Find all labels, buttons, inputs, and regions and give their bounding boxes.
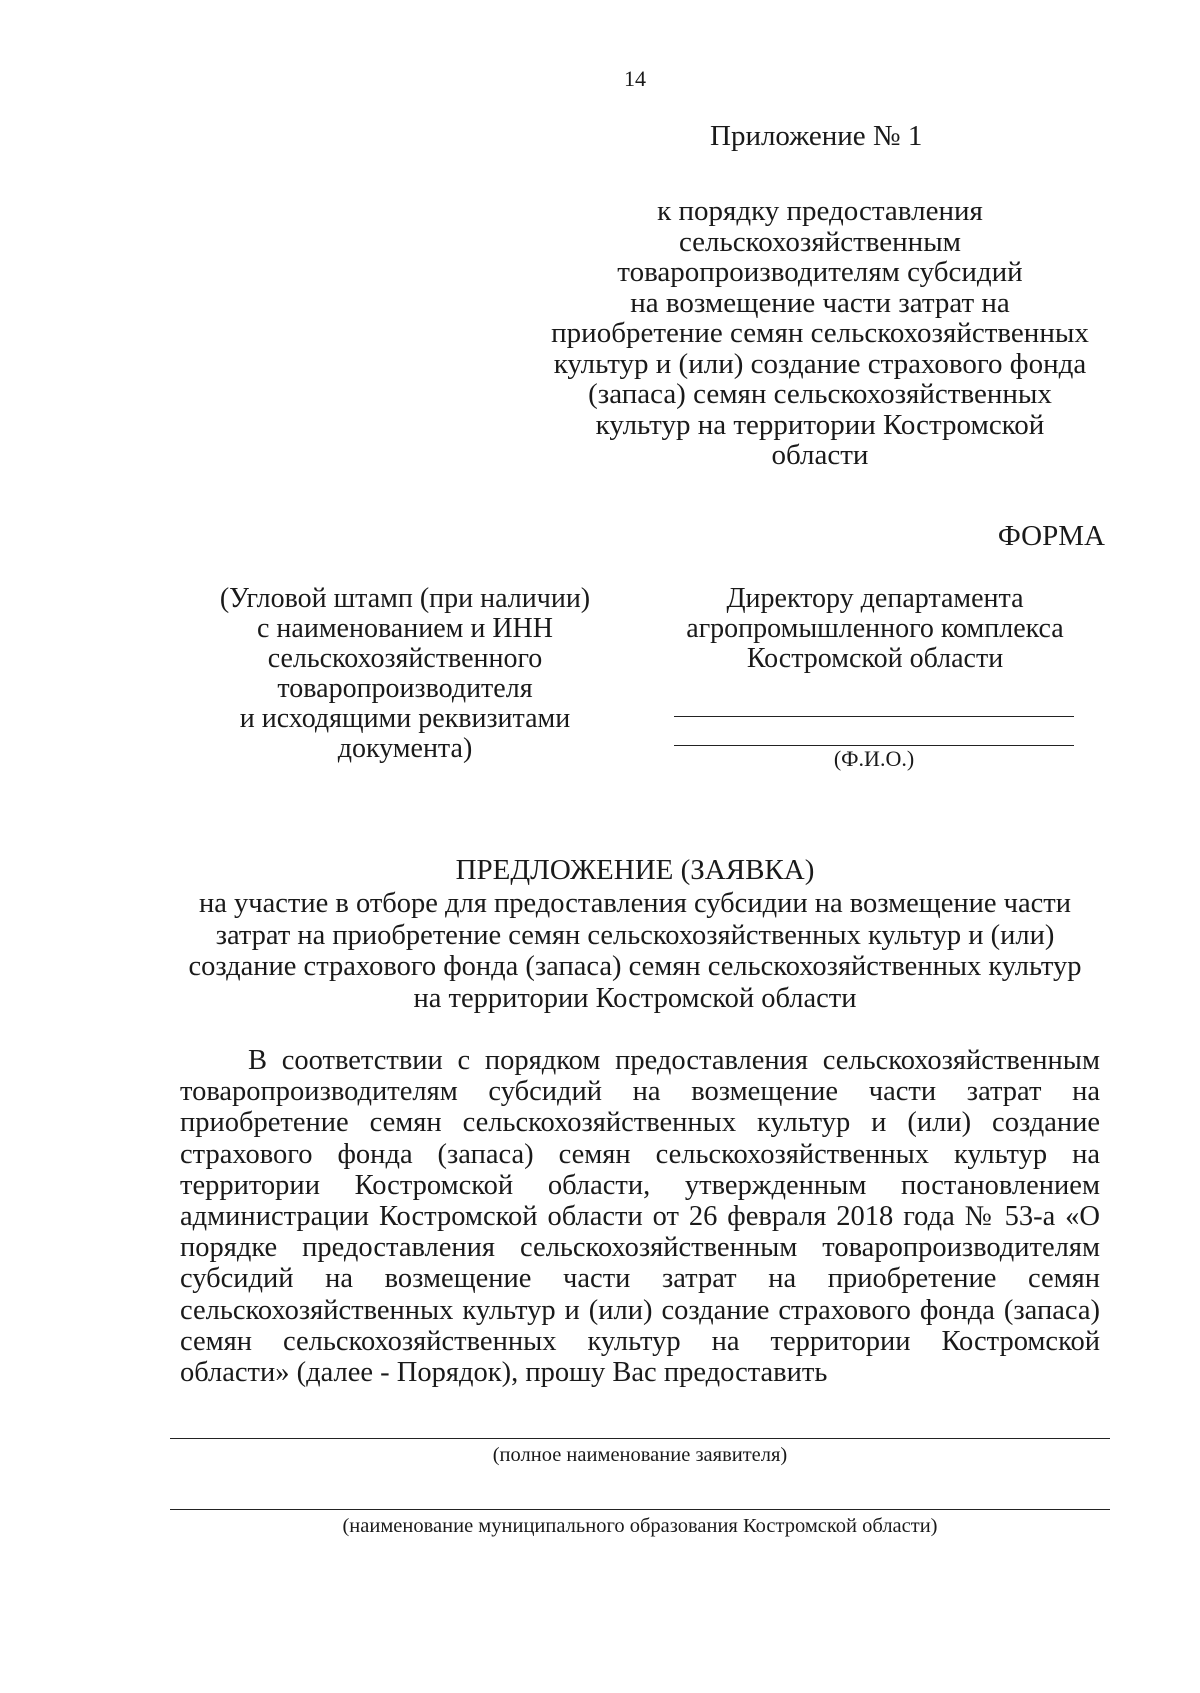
addressee-line: агропромышленного комплекса (686, 613, 1064, 644)
body-line: порядке предоставления сельскохозяйственным товаропроизводителям (180, 1232, 1100, 1264)
document-title: ПРЕДЛОЖЕНИЕ (ЗАЯВКА) (455, 854, 815, 886)
appendix-description (540, 196, 1100, 471)
appendix-line: (запаса) семян сельскохозяйственных (588, 378, 1052, 410)
subtitle-line: затрат на приобретение семян сельскохозяйственных культур и (или) (215, 919, 1055, 951)
municipality-caption: (наименование муниципального образования Костромской области) (342, 1515, 938, 1537)
appendix-line: к порядку предоставления (657, 195, 983, 227)
body-line: субсидий на возмещение части затрат на приобретение семян (180, 1263, 1100, 1295)
body-paragraph (180, 1045, 1100, 1388)
stamp-line: (Угловой штамп (при наличии) (219, 583, 591, 614)
subtitle-line: на территории Костромской области (413, 982, 857, 1014)
appendix-line: товаропроизводителям субсидий (617, 256, 1023, 288)
corner-stamp-placeholder (190, 584, 620, 764)
subtitle-line: на участие в отборе для предоставления субсидии на возмещение части (198, 888, 1072, 919)
addressee-block (660, 584, 1090, 674)
body-line: администрации Костромской области от 26 февраля 2018 года № 53-а «О (180, 1200, 1100, 1232)
body-line: семян сельскохозяйственных культур на территории Костромской (180, 1325, 1100, 1357)
addressee-line: Костромской области (746, 643, 1004, 674)
body-line: товаропроизводителям субсидий на возмещение части затрат на (180, 1076, 1100, 1108)
stamp-line: и исходящими реквизитами (239, 703, 571, 734)
form-label: ФОРМА (997, 520, 1105, 552)
appendix-line: культур и (или) создание страхового фонда (553, 347, 1087, 380)
addressee-fill-line (674, 716, 1074, 717)
fio-caption: (Ф.И.О.) (833, 746, 915, 771)
appendix-line: области (771, 439, 869, 471)
municipality-fill-line (170, 1509, 1110, 1510)
stamp-line: документа) (337, 733, 473, 764)
body-line: территории Костромской области, утвержденным постановлением (180, 1169, 1100, 1201)
appendix-line: культур на территории Костромской (595, 408, 1045, 441)
page-number: 14 (624, 66, 646, 91)
addressee-line: Директору департамента (726, 583, 1024, 614)
document-subtitle (150, 888, 1120, 1014)
applicant-name-caption: (полное наименование заявителя) (492, 1444, 788, 1466)
applicant-name-fill-line (170, 1438, 1110, 1439)
stamp-line: сельскохозяйственного (267, 643, 543, 674)
body-line: области» (далее - Порядок), прошу Вас предоставить (180, 1356, 828, 1388)
appendix-title: Приложение № 1 (710, 120, 923, 152)
body-line: приобретение семян сельскохозяйственных культур и (или) создание (180, 1107, 1100, 1139)
stamp-line: товаропроизводителя (277, 673, 533, 704)
appendix-line: на возмещение части затрат на (630, 286, 1010, 319)
appendix-line: приобретение семян сельскохозяйственных (551, 317, 1089, 349)
appendix-line: сельскохозяйственным (678, 225, 962, 258)
body-line: страхового фонда (запаса) семян сельскохозяйственных культур на (180, 1138, 1100, 1170)
stamp-line: с наименованием и ИНН (257, 613, 553, 644)
body-line: В соответствии с порядком предоставления сельскохозяйственным (248, 1045, 1100, 1076)
body-line: сельскохозяйственных культур и (или) создание страхового фонда (запаса) (180, 1294, 1100, 1326)
subtitle-line: создание страхового фонда (запаса) семян сельскохозяйственных культур (188, 951, 1082, 982)
